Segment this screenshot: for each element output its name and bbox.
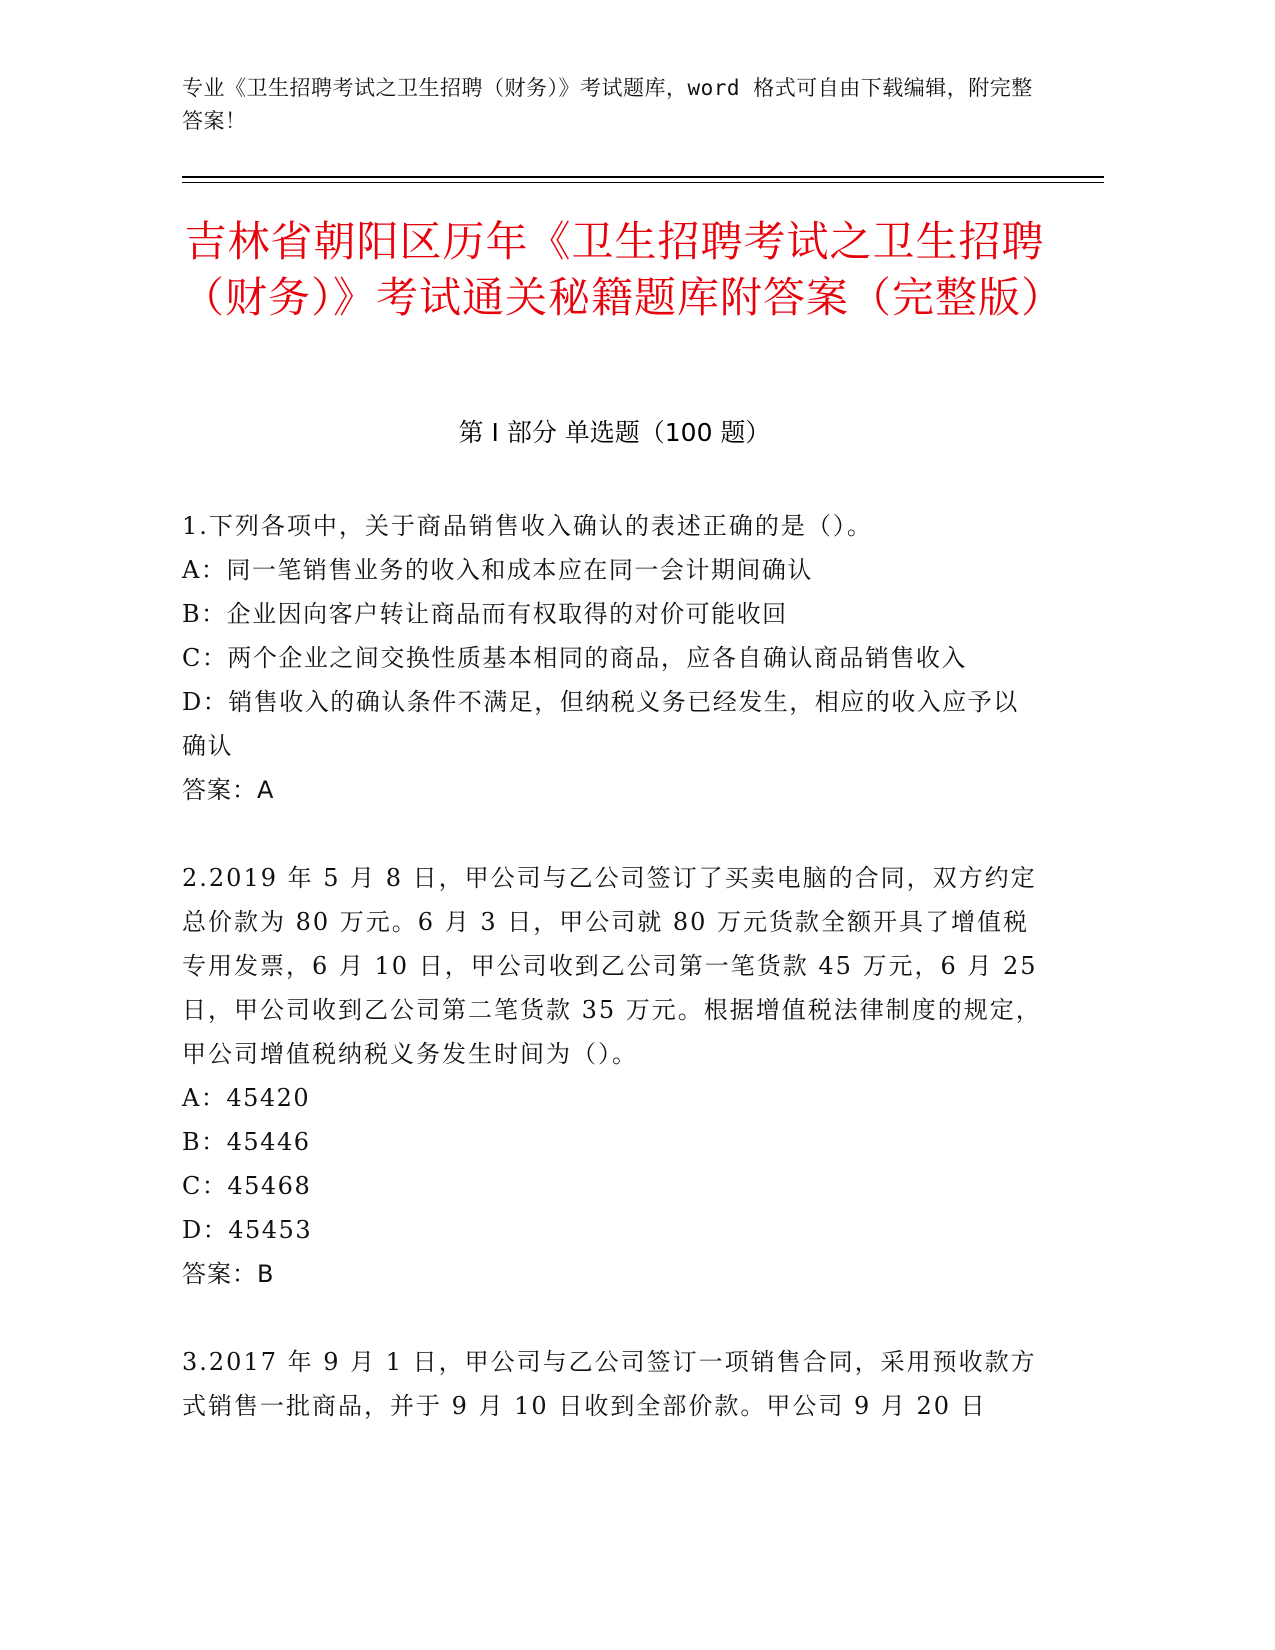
option-c: C：45468 <box>182 1172 312 1200</box>
question-1 <box>182 504 1042 812</box>
option-a: A：45420 <box>182 1084 311 1112</box>
option-b: B：45446 <box>182 1128 311 1156</box>
question-text: 1.下列各项中，关于商品销售收入确认的表述正确的是（）。 <box>182 512 873 540</box>
question-text: 3.2017 年 9 月 1 日，甲公司与乙公司签订一项销售合同，采用预收款方式销售一批商品，并于 9 月 10 日收到全部价款。甲公司 9 月 20 日 <box>182 1348 1037 1420</box>
option-d: D：销售收入的确认条件不满足，但纳税义务已经发生，相应的收入应予以确认 <box>182 688 1019 760</box>
option-c: C：两个企业之间交换性质基本相同的商品，应各自确认商品销售收入 <box>182 644 967 672</box>
option-a: A：同一笔销售业务的收入和成本应在同一会计期间确认 <box>182 556 813 584</box>
document-title: 吉林省朝阳区历年《卫生招聘考试之卫生招聘（财务）》考试通关秘籍题库附答案（完整版） <box>182 217 1065 322</box>
question-2 <box>182 856 1042 1296</box>
header-note: 专业《卫生招聘考试之卫生招聘（财务）》考试题库，word 格式可自由下载编辑，附完整答案！ <box>182 76 1033 133</box>
header-divider-thick <box>182 176 1104 178</box>
option-b: B：企业因向客户转让商品而有权取得的对价可能收回 <box>182 600 788 628</box>
question-text: 2.2019 年 5 月 8 日，甲公司与乙公司签订了买卖电脑的合同，双方约定总价款为 80 万元。6 月 3 日，甲公司就 80 万元货款全额开具了增值税专用发票，6 月 10 日，甲公司收到乙公司第一笔货款 45 万元，6 月 25 日，甲公司收到乙公司第二笔货款 35 万元。根据增值税法律制度的规定，甲公司增值税纳税义务发生时间为（）。 <box>182 864 1042 1068</box>
option-d: D：45453 <box>182 1216 313 1244</box>
question-list <box>182 504 1042 1472</box>
answer: 答案：A <box>182 776 275 804</box>
answer: 答案：B <box>182 1260 275 1288</box>
header-divider-thin <box>182 182 1104 183</box>
question-3 <box>182 1340 1042 1428</box>
section-title: 第 I 部分 单选题（100 题） <box>458 418 771 447</box>
